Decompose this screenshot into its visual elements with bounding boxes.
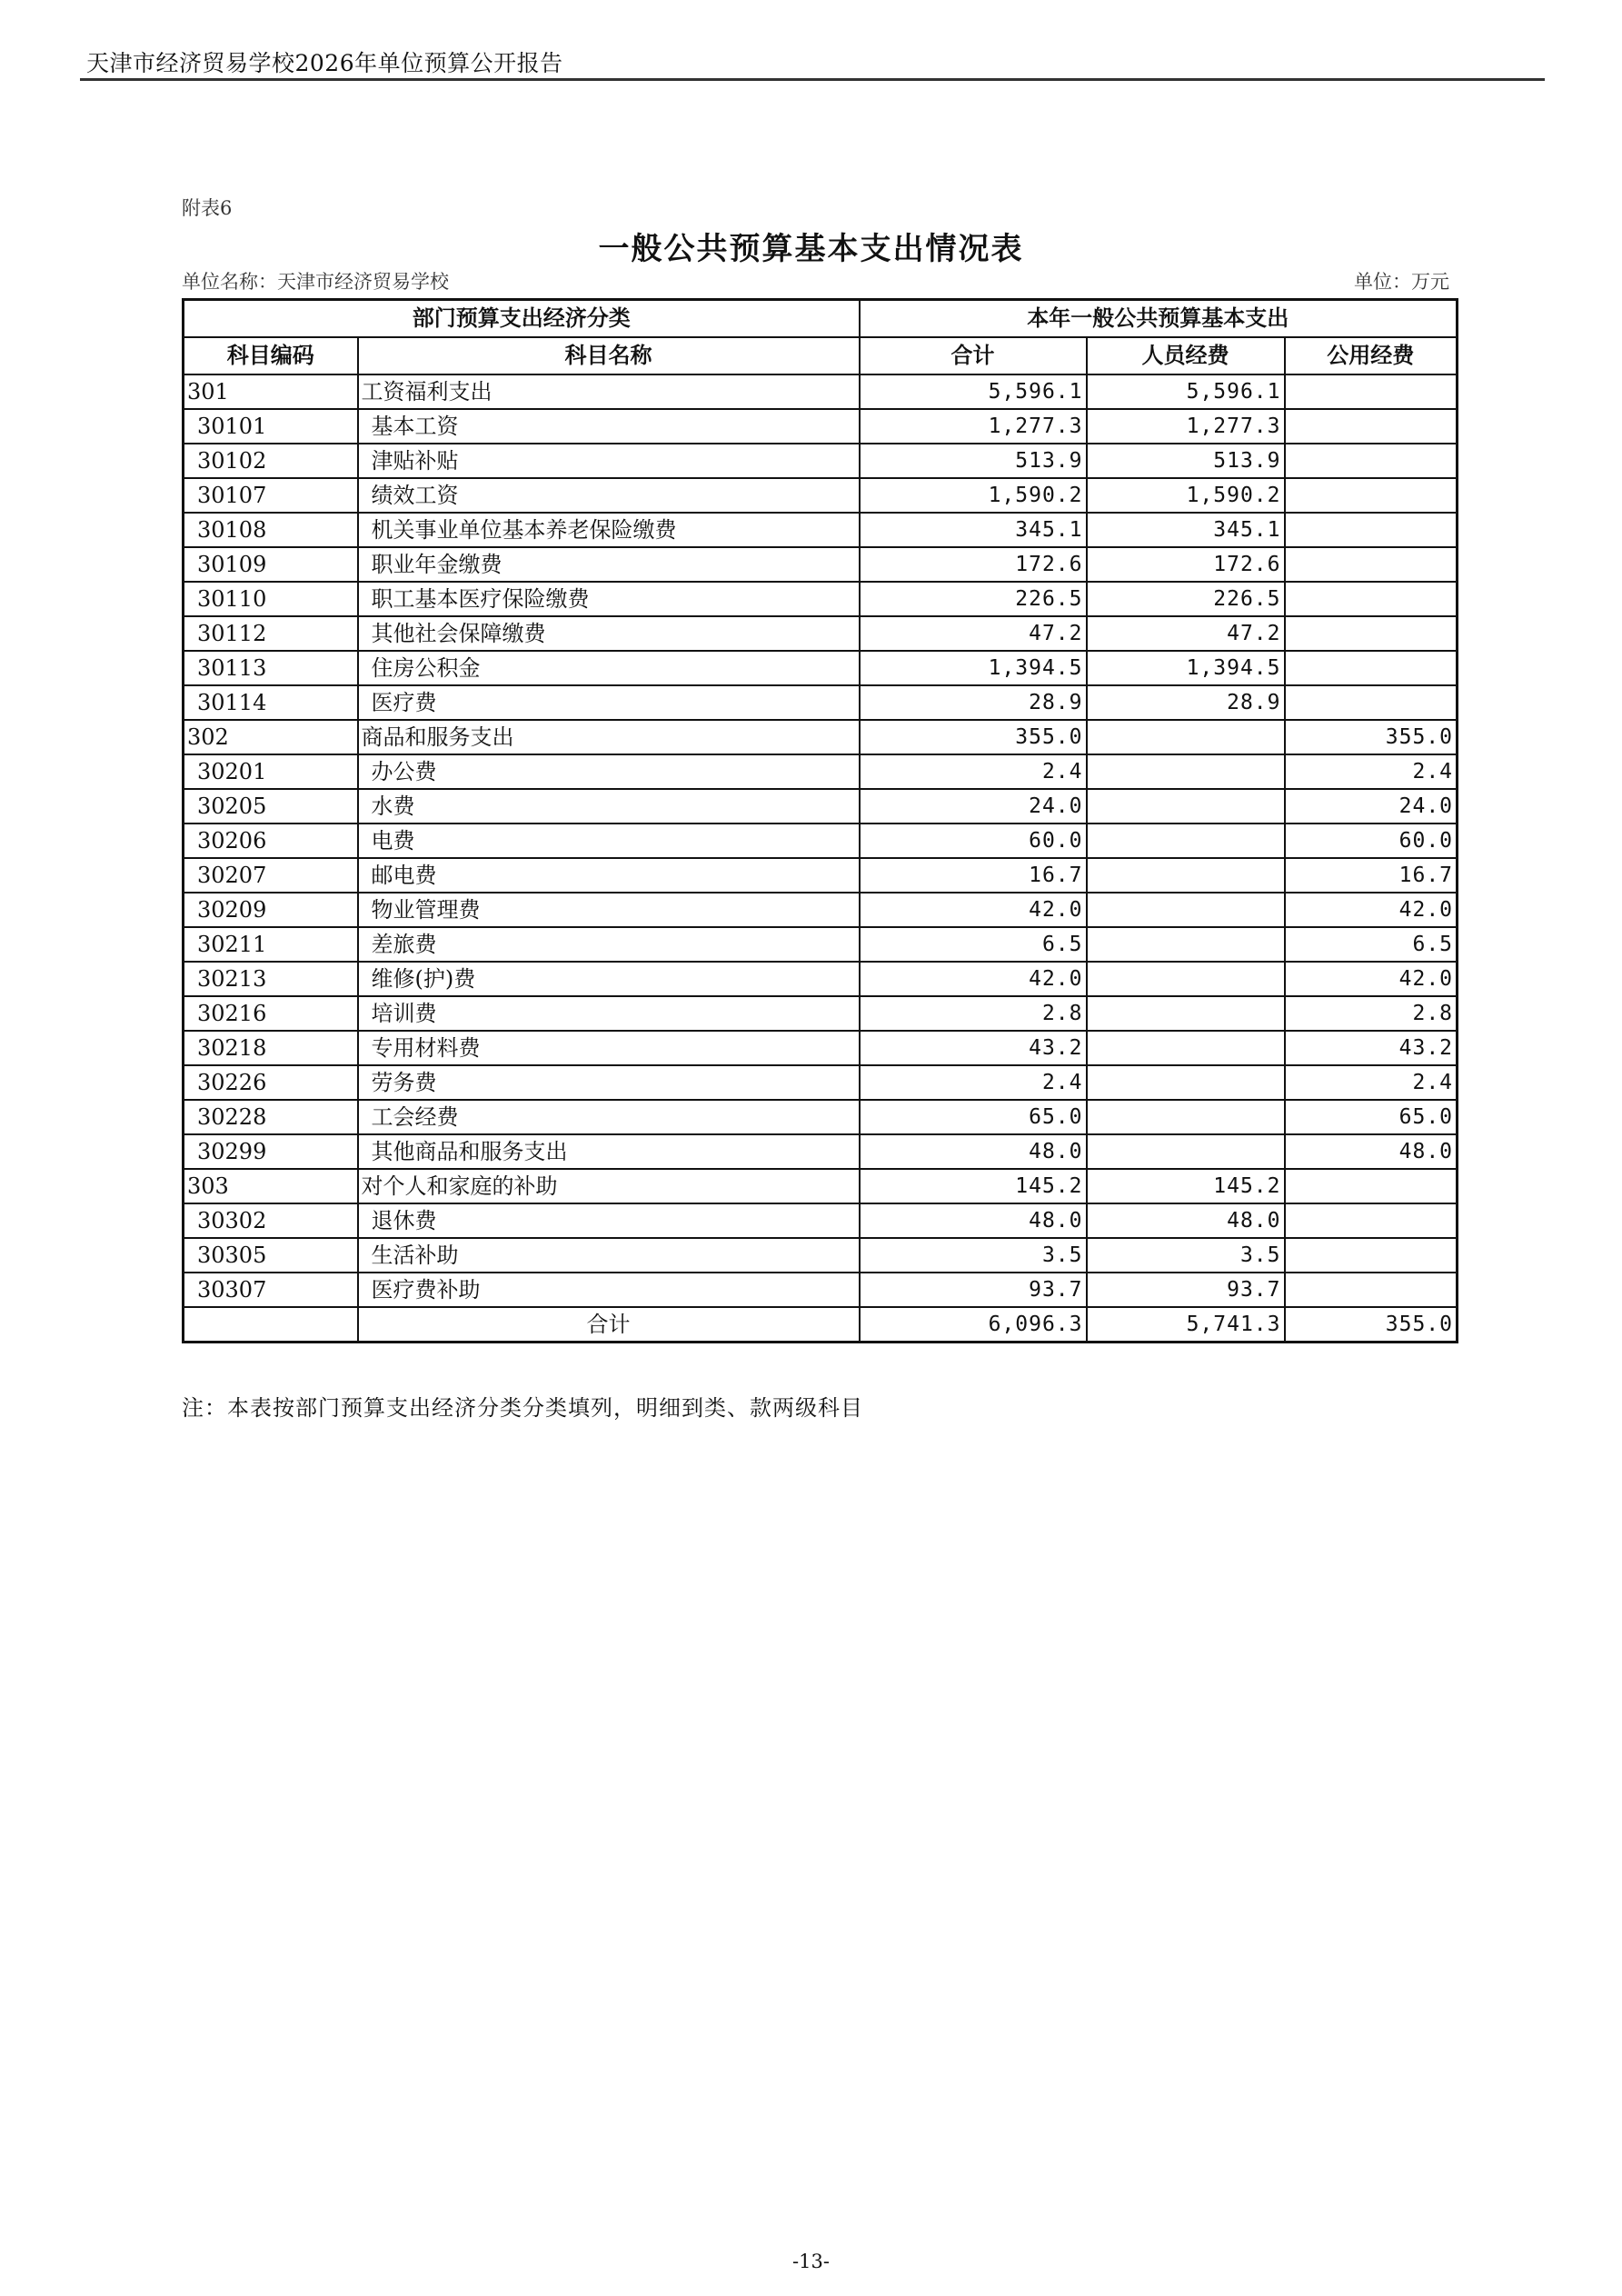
row-name: 生活补助	[358, 1238, 860, 1273]
table-row	[184, 1134, 1458, 1169]
row-total: 42.0	[860, 962, 1087, 996]
appendix-label: 附表6	[182, 197, 233, 219]
row-code: 30216	[184, 996, 358, 1031]
row-code: 30206	[184, 824, 358, 858]
row-name: 工会经费	[358, 1100, 860, 1134]
row-personnel	[1087, 720, 1285, 754]
row-code: 30101	[184, 409, 358, 444]
row-personnel	[1087, 789, 1285, 824]
table-row	[184, 547, 1458, 582]
row-public: 2.8	[1285, 996, 1458, 1031]
table-row	[184, 1169, 1458, 1203]
total-row-public: 355.0	[1285, 1307, 1458, 1343]
table-row	[184, 1031, 1458, 1065]
table-row	[184, 513, 1458, 547]
row-total: 355.0	[860, 720, 1087, 754]
row-name: 电费	[358, 824, 860, 858]
row-name: 差旅费	[358, 927, 860, 962]
table-row	[184, 893, 1458, 927]
row-name: 物业管理费	[358, 893, 860, 927]
table-row	[184, 409, 1458, 444]
table-row	[184, 720, 1458, 754]
row-code: 30226	[184, 1065, 358, 1100]
row-total: 65.0	[860, 1100, 1087, 1134]
row-code: 30205	[184, 789, 358, 824]
row-code: 30112	[184, 616, 358, 651]
row-personnel	[1087, 824, 1285, 858]
row-name: 专用材料费	[358, 1031, 860, 1065]
row-total: 1,590.2	[860, 478, 1087, 513]
row-personnel	[1087, 893, 1285, 927]
row-public	[1285, 582, 1458, 616]
row-total: 172.6	[860, 547, 1087, 582]
row-public	[1285, 409, 1458, 444]
row-public	[1285, 685, 1458, 720]
row-public: 60.0	[1285, 824, 1458, 858]
row-personnel: 145.2	[1087, 1169, 1285, 1203]
row-name: 办公费	[358, 754, 860, 789]
total-row-personnel: 5,741.3	[1087, 1307, 1285, 1343]
row-public	[1285, 616, 1458, 651]
table-row	[184, 996, 1458, 1031]
table-row	[184, 824, 1458, 858]
total-row-label: 合计	[358, 1307, 860, 1343]
row-total: 2.8	[860, 996, 1087, 1031]
row-total: 1,277.3	[860, 409, 1087, 444]
row-code: 30211	[184, 927, 358, 962]
row-code: 30108	[184, 513, 358, 547]
row-code: 30113	[184, 651, 358, 685]
row-public	[1285, 651, 1458, 685]
row-name: 维修(护)费	[358, 962, 860, 996]
table-body	[184, 374, 1458, 1307]
row-name: 其他商品和服务支出	[358, 1134, 860, 1169]
row-code: 30213	[184, 962, 358, 996]
row-total: 60.0	[860, 824, 1087, 858]
row-public: 16.7	[1285, 858, 1458, 893]
row-total: 6.5	[860, 927, 1087, 962]
row-total: 226.5	[860, 582, 1087, 616]
group-header-basic-expenditure: 本年一般公共预算基本支出	[860, 300, 1458, 338]
row-total: 48.0	[860, 1134, 1087, 1169]
row-public	[1285, 374, 1458, 409]
running-header-title: 天津市经济贸易学校2026年单位预算公开报告	[86, 50, 563, 76]
row-personnel: 1,394.5	[1087, 651, 1285, 685]
row-name: 职工基本医疗保险缴费	[358, 582, 860, 616]
row-name: 住房公积金	[358, 651, 860, 685]
row-name: 职业年金缴费	[358, 547, 860, 582]
row-public: 48.0	[1285, 1134, 1458, 1169]
row-personnel: 226.5	[1087, 582, 1285, 616]
column-header-row	[184, 337, 1458, 374]
row-code: 30305	[184, 1238, 358, 1273]
row-total: 145.2	[860, 1169, 1087, 1203]
row-name: 退休费	[358, 1203, 860, 1238]
row-total: 345.1	[860, 513, 1087, 547]
row-public	[1285, 1273, 1458, 1307]
row-total: 2.4	[860, 754, 1087, 789]
row-total: 1,394.5	[860, 651, 1087, 685]
row-code: 30102	[184, 444, 358, 478]
row-personnel	[1087, 996, 1285, 1031]
table-row	[184, 444, 1458, 478]
row-total: 513.9	[860, 444, 1087, 478]
table-row	[184, 478, 1458, 513]
page-number: -13-	[792, 2251, 830, 2272]
group-header-row	[184, 300, 1458, 338]
row-public	[1285, 1238, 1458, 1273]
row-code: 30228	[184, 1100, 358, 1134]
row-name: 对个人和家庭的补助	[358, 1169, 860, 1203]
row-public	[1285, 444, 1458, 478]
row-name: 医疗费补助	[358, 1273, 860, 1307]
row-public: 6.5	[1285, 927, 1458, 962]
row-total: 2.4	[860, 1065, 1087, 1100]
row-total: 24.0	[860, 789, 1087, 824]
row-name: 基本工资	[358, 409, 860, 444]
row-personnel	[1087, 1100, 1285, 1134]
table-row	[184, 1065, 1458, 1100]
unit-measure: 单位：万元	[1354, 271, 1449, 293]
header-divider	[80, 78, 1545, 81]
row-code: 30201	[184, 754, 358, 789]
unit-name: 单位名称：天津市经济贸易学校	[182, 271, 449, 293]
row-personnel	[1087, 1031, 1285, 1065]
row-code: 30207	[184, 858, 358, 893]
row-personnel: 28.9	[1087, 685, 1285, 720]
row-total: 43.2	[860, 1031, 1087, 1065]
row-public: 355.0	[1285, 720, 1458, 754]
table-row	[184, 582, 1458, 616]
row-name: 津贴补贴	[358, 444, 860, 478]
row-total: 16.7	[860, 858, 1087, 893]
row-personnel: 513.9	[1087, 444, 1285, 478]
table-row	[184, 651, 1458, 685]
row-personnel: 172.6	[1087, 547, 1285, 582]
table-row	[184, 1273, 1458, 1307]
row-public: 24.0	[1285, 789, 1458, 824]
table-row	[184, 858, 1458, 893]
total-row-total: 6,096.3	[860, 1307, 1087, 1343]
row-total: 93.7	[860, 1273, 1087, 1307]
table-footnote: 注：本表按部门预算支出经济分类分类填列，明细到类、款两级科目	[182, 1395, 863, 1421]
column-header-code: 科目编码	[184, 337, 358, 374]
row-personnel: 5,596.1	[1087, 374, 1285, 409]
row-personnel	[1087, 754, 1285, 789]
row-personnel: 48.0	[1087, 1203, 1285, 1238]
row-public: 42.0	[1285, 893, 1458, 927]
table-row	[184, 754, 1458, 789]
row-total: 5,596.1	[860, 374, 1087, 409]
row-code: 302	[184, 720, 358, 754]
table-row	[184, 962, 1458, 996]
table-row	[184, 789, 1458, 824]
row-name: 绩效工资	[358, 478, 860, 513]
table-row	[184, 927, 1458, 962]
table-title: 一般公共预算基本支出情况表	[598, 231, 1024, 267]
row-personnel	[1087, 927, 1285, 962]
row-code: 30307	[184, 1273, 358, 1307]
row-code: 303	[184, 1169, 358, 1203]
table-row	[184, 1100, 1458, 1134]
row-name: 商品和服务支出	[358, 720, 860, 754]
row-personnel	[1087, 1065, 1285, 1100]
row-personnel: 3.5	[1087, 1238, 1285, 1273]
row-personnel: 93.7	[1087, 1273, 1285, 1307]
row-personnel	[1087, 858, 1285, 893]
table-row	[184, 685, 1458, 720]
row-personnel	[1087, 1134, 1285, 1169]
row-code: 30299	[184, 1134, 358, 1169]
total-row	[184, 1307, 1458, 1343]
row-total: 48.0	[860, 1203, 1087, 1238]
row-personnel: 1,277.3	[1087, 409, 1285, 444]
row-name: 医疗费	[358, 685, 860, 720]
row-personnel: 345.1	[1087, 513, 1285, 547]
row-name: 水费	[358, 789, 860, 824]
row-public	[1285, 478, 1458, 513]
row-personnel	[1087, 962, 1285, 996]
column-header-total: 合计	[860, 337, 1087, 374]
row-public	[1285, 1169, 1458, 1203]
row-name: 机关事业单位基本养老保险缴费	[358, 513, 860, 547]
row-name: 培训费	[358, 996, 860, 1031]
column-header-personnel: 人员经费	[1087, 337, 1285, 374]
row-public: 43.2	[1285, 1031, 1458, 1065]
row-code: 30209	[184, 893, 358, 927]
row-public: 42.0	[1285, 962, 1458, 996]
row-personnel: 1,590.2	[1087, 478, 1285, 513]
row-code: 30109	[184, 547, 358, 582]
row-name: 劳务费	[358, 1065, 860, 1100]
row-total: 28.9	[860, 685, 1087, 720]
column-header-name: 科目名称	[358, 337, 860, 374]
row-code: 30110	[184, 582, 358, 616]
row-public	[1285, 1203, 1458, 1238]
row-public: 2.4	[1285, 754, 1458, 789]
row-name: 邮电费	[358, 858, 860, 893]
row-total: 47.2	[860, 616, 1087, 651]
row-code: 30302	[184, 1203, 358, 1238]
row-code: 30114	[184, 685, 358, 720]
group-header-classification: 部门预算支出经济分类	[184, 300, 860, 338]
row-public: 2.4	[1285, 1065, 1458, 1100]
table-row	[184, 1203, 1458, 1238]
row-total: 42.0	[860, 893, 1087, 927]
row-code: 30107	[184, 478, 358, 513]
row-name: 工资福利支出	[358, 374, 860, 409]
row-code: 301	[184, 374, 358, 409]
budget-table	[182, 298, 1458, 1343]
table-row	[184, 616, 1458, 651]
row-personnel: 47.2	[1087, 616, 1285, 651]
table-row	[184, 1238, 1458, 1273]
row-public	[1285, 547, 1458, 582]
row-name: 其他社会保障缴费	[358, 616, 860, 651]
table-row	[184, 374, 1458, 409]
row-code: 30218	[184, 1031, 358, 1065]
row-public: 65.0	[1285, 1100, 1458, 1134]
row-total: 3.5	[860, 1238, 1087, 1273]
column-header-public: 公用经费	[1285, 337, 1458, 374]
total-row-code-cell	[184, 1307, 358, 1343]
row-public	[1285, 513, 1458, 547]
